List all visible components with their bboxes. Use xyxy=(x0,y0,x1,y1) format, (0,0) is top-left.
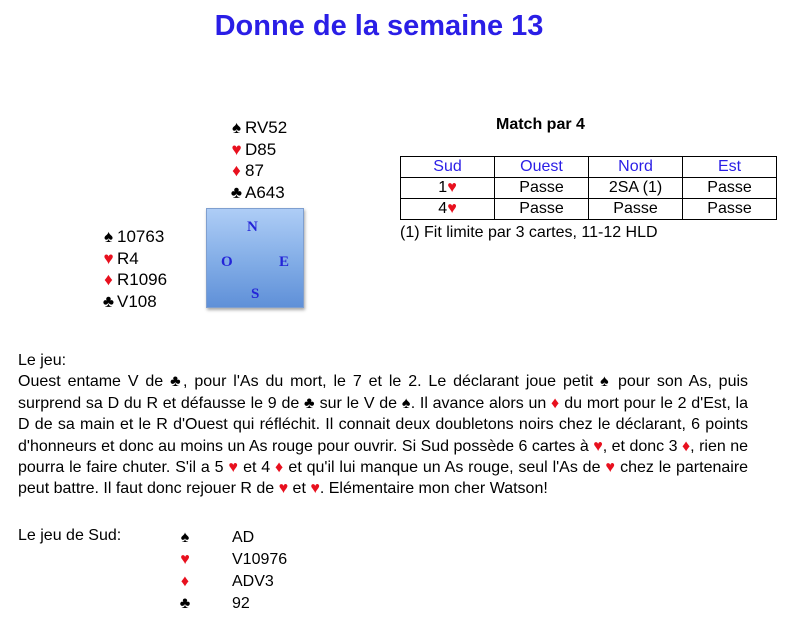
north-spades: RV52 xyxy=(245,118,288,137)
header-nord: Nord xyxy=(589,157,683,178)
page-title: Donne de la semaine 13 xyxy=(214,10,544,42)
bidding-note: (1) Fit limite par 3 cartes, 11-12 HLD xyxy=(400,224,658,241)
spade-icon: ♠ xyxy=(401,394,411,412)
heart-icon: ♥ xyxy=(310,480,320,498)
play-text: Ouest entame V de ♣, pour l'As du mort, le 7 et le 2. Le déclarant joue petit ♠ pour son As, puis surprend sa D du R et défausse le 9 de ♣ sur le V de ♠. Il avance alors un ♦ du mort pour le 2 d'Est, la D de sa main et le R d'Ouest qui réfléchit. Il connait deux doubletons noirs chez le déclarant, 6 points d'honneurs et donc au moins un As rouge pour ouvrir. Si Sud possède 6 cartes à ♥, et donc 3 ♦, rien ne pourra le faire chuter. S'il a 5 ♥ et 4 ♦ et qu'il lui manque un As rouge, seul l'As de ♥ chez le partenaire peut battre. Il faut donc rejouer R de ♥ et ♥. Elémentaire mon cher Watson! xyxy=(18,373,749,498)
match-title: Match par 4 xyxy=(496,116,585,133)
north-clubs-row xyxy=(228,182,287,204)
bidding-header-row xyxy=(401,157,777,178)
south-hearts: V10976 xyxy=(232,551,288,568)
bid-nord: Passe xyxy=(589,199,683,220)
bid-sud: 1♥ xyxy=(401,178,495,199)
bid-nord: 2SA (1) xyxy=(589,178,683,199)
diamond-icon: ♦ xyxy=(681,437,691,455)
header-sud: Sud xyxy=(401,157,495,178)
south-spades-row xyxy=(176,527,287,549)
south-hearts-row xyxy=(176,549,287,571)
bid-ouest: Passe xyxy=(495,199,589,220)
spade-icon: ♠ xyxy=(180,529,190,546)
play-description xyxy=(18,350,748,500)
heart-icon: ♥ xyxy=(180,551,190,568)
south-clubs-row xyxy=(176,593,287,615)
north-hearts-row xyxy=(228,139,287,161)
heart-icon: ♥ xyxy=(278,480,289,498)
west-diamonds: R1096 xyxy=(117,270,168,289)
west-spades: 10763 xyxy=(117,227,165,246)
heart-icon: ♥ xyxy=(231,139,242,159)
heart-icon: ♥ xyxy=(228,459,239,477)
south-hand-label: Le jeu de Sud: xyxy=(18,527,122,544)
west-diamonds-row xyxy=(100,269,167,291)
south-clubs: 92 xyxy=(232,595,250,612)
north-spades-row xyxy=(228,117,287,139)
diamond-icon: ♦ xyxy=(180,573,190,590)
north-diamonds-row xyxy=(228,160,287,182)
bid-est: Passe xyxy=(683,199,777,220)
west-spades-row xyxy=(100,226,167,248)
spade-icon: ♠ xyxy=(600,373,612,391)
header-est: Est xyxy=(683,157,777,178)
west-hand xyxy=(100,226,167,312)
spade-icon: ♠ xyxy=(103,227,114,246)
west-clubs-row xyxy=(100,291,167,313)
diamond-icon: ♦ xyxy=(104,270,113,289)
heart-icon: ♥ xyxy=(103,248,114,268)
play-heading: Le jeu: xyxy=(18,352,67,369)
heart-icon: ♥ xyxy=(593,437,603,455)
heart-icon: ♥ xyxy=(447,179,457,196)
west-clubs: V108 xyxy=(117,291,157,311)
north-diamonds: 87 xyxy=(245,161,264,180)
north-clubs: A643 xyxy=(245,182,285,202)
south-diamonds-row xyxy=(176,571,287,593)
bid-sud: 4♥ xyxy=(401,199,495,220)
table-row xyxy=(401,178,777,199)
spade-icon: ♠ xyxy=(231,118,242,137)
club-icon: ♣ xyxy=(230,182,243,202)
compass-east: E xyxy=(279,254,290,270)
compass-west: O xyxy=(221,254,233,270)
west-hearts: R4 xyxy=(117,248,139,268)
south-spades: AD xyxy=(232,529,255,546)
north-hand xyxy=(228,117,287,203)
heart-icon: ♥ xyxy=(605,459,616,477)
compass-box xyxy=(206,208,304,308)
north-hearts: D85 xyxy=(245,139,277,159)
club-icon: ♣ xyxy=(179,595,191,612)
bid-ouest: Passe xyxy=(495,178,589,199)
south-hand xyxy=(176,527,287,615)
diamond-icon: ♦ xyxy=(232,161,241,180)
compass-north: N xyxy=(247,219,258,235)
club-icon: ♣ xyxy=(304,394,315,412)
west-hearts-row xyxy=(100,248,167,270)
south-diamonds: ADV3 xyxy=(232,573,274,590)
diamond-icon: ♦ xyxy=(551,394,560,412)
heart-icon: ♥ xyxy=(447,200,457,217)
header-ouest: Ouest xyxy=(495,157,589,178)
table-row xyxy=(401,199,777,220)
bid-est: Passe xyxy=(683,178,777,199)
club-icon: ♣ xyxy=(102,291,115,311)
club-icon: ♣ xyxy=(170,373,184,391)
diamond-icon: ♦ xyxy=(275,459,284,477)
compass-south: S xyxy=(251,286,260,302)
bidding-table xyxy=(400,156,777,220)
